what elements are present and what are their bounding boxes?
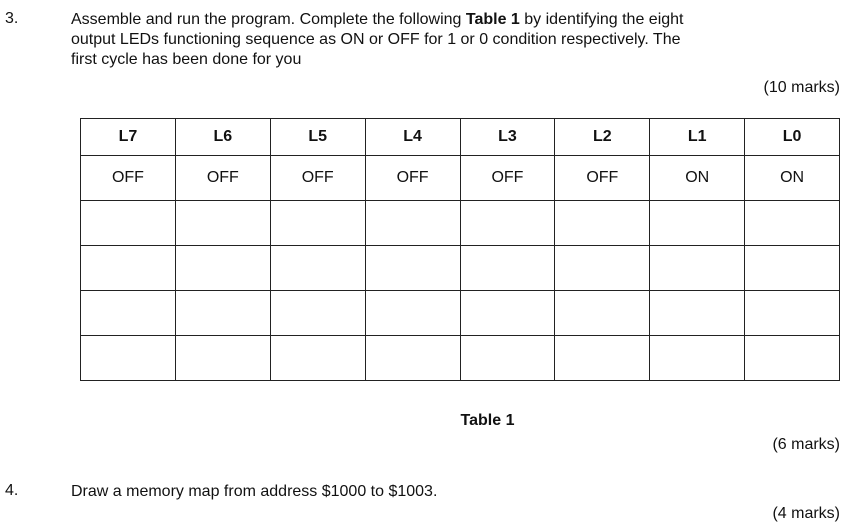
header-cell: L4 xyxy=(365,119,460,156)
table-cell xyxy=(175,336,270,381)
table-header-row xyxy=(81,119,840,156)
table-cell xyxy=(270,336,365,381)
question-3-number: 3. xyxy=(5,10,19,27)
line-1-text-a: Assemble and run the program. Complete the following xyxy=(71,11,466,28)
table-row xyxy=(81,336,840,381)
table-cell: OFF xyxy=(175,156,270,201)
table-cell xyxy=(365,291,460,336)
table-cell xyxy=(460,246,555,291)
table-cell xyxy=(650,201,745,246)
table-cell xyxy=(270,246,365,291)
table-cell xyxy=(81,291,176,336)
question-3-text xyxy=(71,10,684,70)
header-cell: L0 xyxy=(745,119,840,156)
table-cell xyxy=(650,291,745,336)
table-cell xyxy=(365,336,460,381)
header-cell: L1 xyxy=(650,119,745,156)
table-cell: OFF xyxy=(555,156,650,201)
table-cell xyxy=(175,201,270,246)
table-cell: OFF xyxy=(270,156,365,201)
table-cell: ON xyxy=(650,156,745,201)
table-cell xyxy=(81,336,176,381)
table-cell xyxy=(270,291,365,336)
table-cell xyxy=(81,246,176,291)
table-cell xyxy=(650,336,745,381)
table-cell xyxy=(555,291,650,336)
header-cell: L5 xyxy=(270,119,365,156)
led-sequence-table xyxy=(80,118,840,381)
table-reference: Table 1 xyxy=(465,11,520,28)
table-cell xyxy=(745,336,840,381)
table-cell xyxy=(460,201,555,246)
question-4-marks: (4 marks) xyxy=(772,505,840,522)
question-3-marks-top: (10 marks) xyxy=(763,79,840,96)
table-cell xyxy=(365,201,460,246)
table-cell xyxy=(460,336,555,381)
table-cell xyxy=(270,201,365,246)
table-row xyxy=(81,201,840,246)
header-cell: L3 xyxy=(460,119,555,156)
question-4-text: Draw a memory map from address $1000 to $1003. xyxy=(71,483,438,500)
table-cell xyxy=(175,246,270,291)
table-caption: Table 1 xyxy=(460,412,515,429)
table-cell: OFF xyxy=(81,156,176,201)
table-cell xyxy=(555,246,650,291)
header-cell: L7 xyxy=(81,119,176,156)
table-cell xyxy=(650,246,745,291)
table-cell: ON xyxy=(745,156,840,201)
table-row xyxy=(81,291,840,336)
table-row xyxy=(81,246,840,291)
table-cell xyxy=(460,291,555,336)
question-3-line-1 xyxy=(71,10,684,30)
question-3-line-2: output LEDs functioning sequence as ON or OFF for 1 or 0 condition respectively. The xyxy=(71,31,681,48)
table-cell: OFF xyxy=(460,156,555,201)
question-3-marks-bottom: (6 marks) xyxy=(772,436,840,453)
table-cell xyxy=(555,336,650,381)
question-4-number: 4. xyxy=(5,482,19,499)
table-cell: OFF xyxy=(365,156,460,201)
table-cell xyxy=(365,246,460,291)
header-cell: L2 xyxy=(555,119,650,156)
table-cell xyxy=(745,291,840,336)
table-cell xyxy=(81,201,176,246)
line-1-text-b: by identifying the eight xyxy=(519,11,684,28)
table-cell xyxy=(555,201,650,246)
question-3-line-3: first cycle has been done for you xyxy=(71,51,302,68)
table-cell xyxy=(745,246,840,291)
table-cell xyxy=(745,201,840,246)
table-row xyxy=(81,156,840,201)
table-cell xyxy=(175,291,270,336)
header-cell: L6 xyxy=(175,119,270,156)
